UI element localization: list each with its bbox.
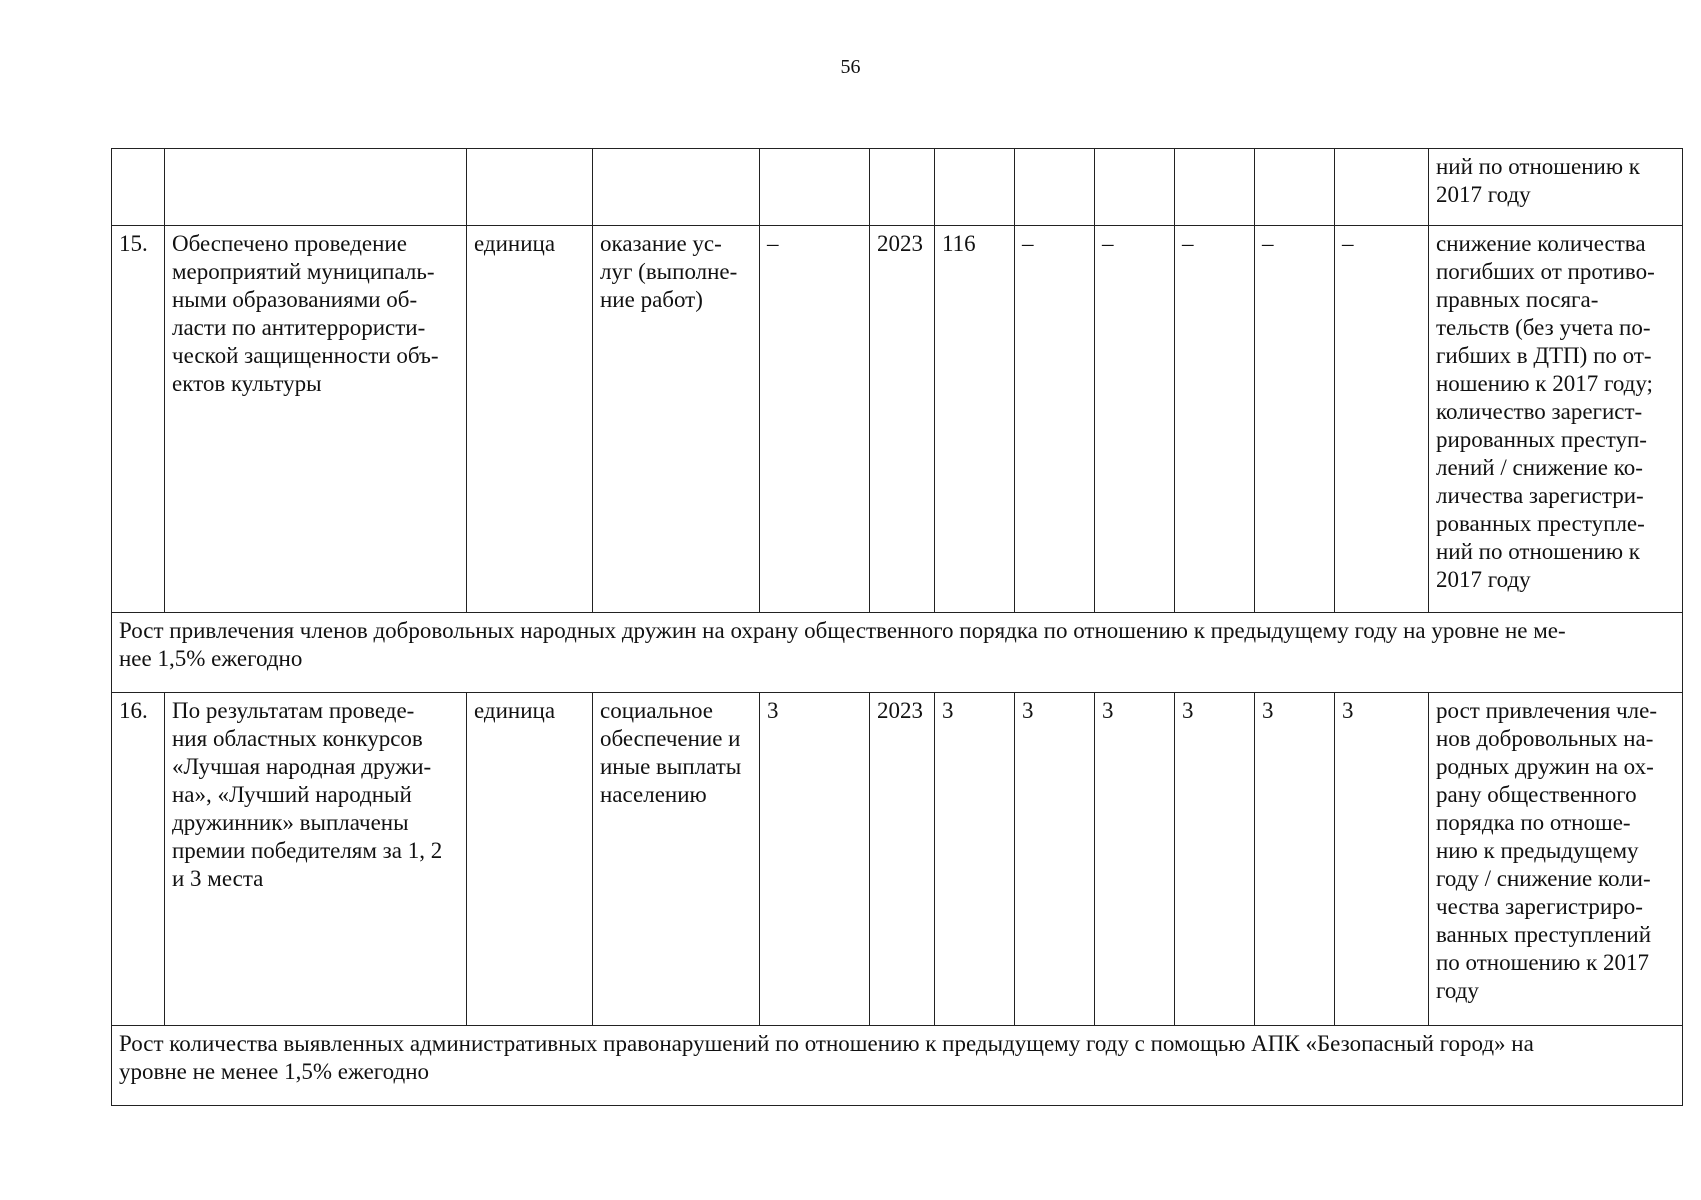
cell-type — [593, 149, 760, 226]
cell-value-4: – — [1175, 226, 1255, 613]
cell-unit — [467, 149, 593, 226]
cell-value-5: – — [1255, 226, 1335, 613]
cell-value-6 — [1335, 149, 1429, 226]
cell-value-4: 3 — [1175, 693, 1255, 1026]
section-row — [112, 613, 1683, 693]
cell-year: 2023 — [870, 693, 935, 1026]
cell-num: 16. — [112, 693, 165, 1026]
cell-type: социальное обеспечение и иные выплаты населению — [593, 693, 760, 1026]
cell-value-6: 3 — [1335, 693, 1429, 1026]
cell-value-2 — [1015, 149, 1095, 226]
cell-event: Обеспечено проведение мероприятий муниципаль- ными образованиями об- ласти по антитеррористи- ческой защищенности объ- ектов культуры — [165, 226, 467, 613]
section-row — [112, 1026, 1683, 1106]
cell-result: рост привлечения чле- нов добровольных на- родных дружин на ох- рану общественного порядка по отноше- нию к предыдущему году / снижение коли- чества зарегистриро- ванных преступлений по отношению к 2017 году — [1429, 693, 1683, 1026]
cell-value-1: 116 — [935, 226, 1015, 613]
section-heading: Рост количества выявленных административных правонарушений по отношению к предыдущему году с помощью АПК «Безопасный город» на уровне не менее 1,5% ежегодно — [112, 1026, 1683, 1106]
cell-value-4 — [1175, 149, 1255, 226]
cell-event: По результатам проведе- ния областных конкурсов «Лучшая народная дружи- на», «Лучший народный дружинник» выплачены премии победителям за 1, 2 и 3 места — [165, 693, 467, 1026]
cell-num — [112, 149, 165, 226]
cell-unit: единица — [467, 693, 593, 1026]
cell-year — [870, 149, 935, 226]
cell-value-1: 3 — [935, 693, 1015, 1026]
cell-base-value: 3 — [760, 693, 870, 1026]
cell-value-3 — [1095, 149, 1175, 226]
cell-num: 15. — [112, 226, 165, 613]
cell-value-3: 3 — [1095, 693, 1175, 1026]
cell-value-1 — [935, 149, 1015, 226]
table-row-16 — [112, 693, 1683, 1026]
cell-base-value: – — [760, 226, 870, 613]
cell-value-3: – — [1095, 226, 1175, 613]
cell-value-5 — [1255, 149, 1335, 226]
document-table — [111, 148, 1683, 1106]
page-number: 56 — [840, 56, 861, 78]
cell-value-6: – — [1335, 226, 1429, 613]
cell-base-value — [760, 149, 870, 226]
cell-event — [165, 149, 467, 226]
cell-unit: единица — [467, 226, 593, 613]
table-row-15 — [112, 226, 1683, 613]
cell-value-5: 3 — [1255, 693, 1335, 1026]
cell-value-2: 3 — [1015, 693, 1095, 1026]
section-heading: Рост привлечения членов добровольных народных дружин на охрану общественного порядка по отношению к предыдущему году на уровне не ме- нее 1,5% ежегодно — [112, 613, 1683, 693]
cell-year: 2023 — [870, 226, 935, 613]
cell-value-2: – — [1015, 226, 1095, 613]
cell-result: снижение количества погибших от противо- правных посяга- тельств (без учета по- гибших в ДТП) по от- ношению к 2017 году; количество зарегист- рированных преступ- лений / снижение ко- личества зарегистри- рованных преступле- ний по отношению к 2017 году — [1429, 226, 1683, 613]
cell-result: ний по отношению к 2017 году — [1429, 149, 1683, 226]
continuation-row — [112, 149, 1683, 226]
cell-type: оказание ус- луг (выполне- ние работ) — [593, 226, 760, 613]
